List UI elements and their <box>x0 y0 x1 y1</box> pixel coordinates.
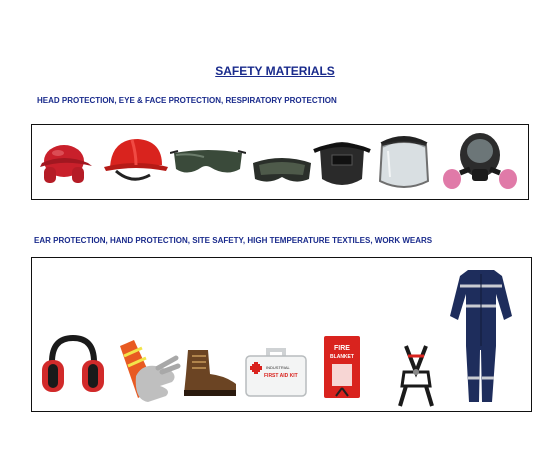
fire-blanket-icon <box>322 334 362 400</box>
safety-goggles-icon <box>251 153 313 187</box>
section-heading-ear-protection: EAR PROTECTION, HAND PROTECTION, SITE SAFETY, HIGH TEMPERATURE TEXTILES, WORK WEARS <box>34 236 433 245</box>
safety-boot-icon <box>178 346 240 400</box>
safety-glasses-icon <box>170 147 246 179</box>
site-safety-panel <box>31 257 532 412</box>
gas-mask-icon <box>442 129 518 195</box>
face-shield-icon <box>376 133 432 193</box>
page-title: SAFETY MATERIALS <box>215 64 335 78</box>
first-aid-kit-icon <box>244 344 308 400</box>
hard-hat-icon <box>102 135 170 187</box>
coverall-icon <box>446 266 516 406</box>
first-aid-label: FIRST AID KIT <box>264 373 298 379</box>
head-protection-panel <box>31 124 529 200</box>
section-heading-head-protection: HEAD PROTECTION, EYE & FACE PROTECTION, RESPIRATORY PROTECTION <box>37 96 337 105</box>
welding-helmet-icon <box>312 135 372 191</box>
hard-hat-with-earmuffs-icon <box>38 141 94 187</box>
work-gloves-icon <box>112 336 182 408</box>
fire-blanket-label-1: FIRE <box>334 345 350 352</box>
safety-harness-icon <box>396 342 436 408</box>
first-aid-small-label: INDUSTRIAL <box>266 365 290 370</box>
fire-blanket-label-2: BLANKET <box>330 354 354 360</box>
earmuffs-icon <box>40 334 106 396</box>
